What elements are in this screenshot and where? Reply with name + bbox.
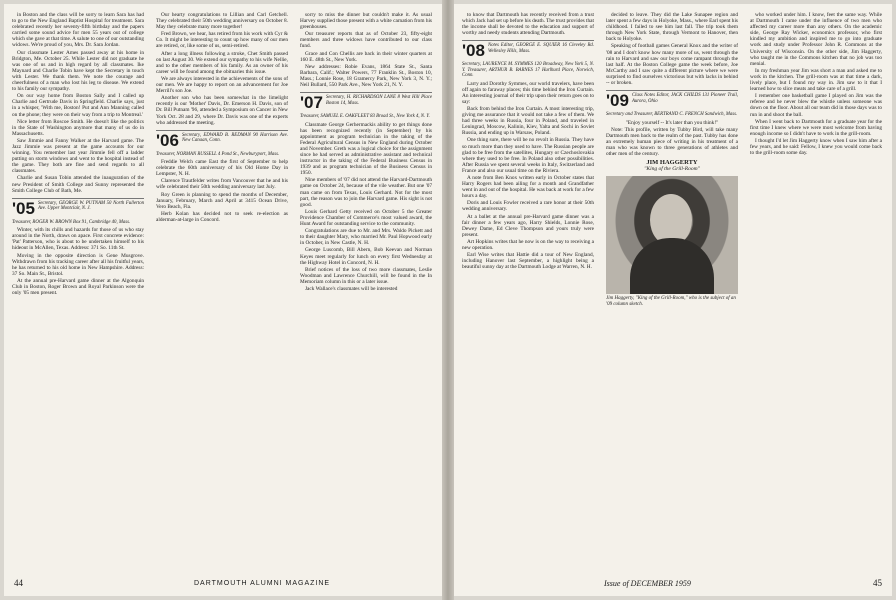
class-secretary: Secretary, EDWARD B. REDMAN 90 Harrison Ave. New Canaan, Conn. (181, 132, 288, 144)
class-notes-editor: Notes Editor, GEORGE E. SQUIER 16 Cleveley Rd. Wellesley Hills, Mass. (487, 43, 594, 54)
paragraph: Grace and Con Chellis are back in their winter quarters at 160 E. 48th St., New York. (300, 50, 432, 63)
right-page (454, 4, 892, 596)
paragraph: Our hearty congratulations to Lillian and Carl Getchell. They celebrated their 50th wedding anniversary on October 8. May they celebrate many more together! (156, 12, 288, 31)
paragraph: Fred Brown, we hear, has retired from his work with Cyr & Co. It might be interesting to count up how many of our men are retired, or, like some of us, semi-retired. (156, 31, 288, 50)
paragraph: Jack Wallace's classmates will be interested (305, 285, 398, 292)
class-heading-05 (12, 198, 144, 217)
paragraph: Another son who has been somewhat in the limelight recently is our 'Mother' Davis, Dr. Emerson H. Davis, son of Dr. Bill Putnam '96, attended a Symposium on Cancer in New York Oct. 28 and 29, where Dr. Davis was one of the experts who addressed the meeting. (156, 95, 288, 126)
paragraph: Larry and Dorothy Symmes, our world travelers, have been off again to faraway places; this time behind the Iron Curtain. An interesting journal of their trip upon their return goes on to say: (462, 80, 594, 105)
page-number: 45 (873, 578, 882, 588)
paragraph: decided to leave. They did the Lake Sunapee region and later spent a few days in Holyoke, Mass., where Earl spent his childhood. I failed to see him last fall. The trip took them through New York State, through Vermont to Hanover, then back to Holyoke. (606, 12, 738, 43)
magazine-name: DARTMOUTH ALUMNI MAGAZINE (194, 580, 331, 587)
class-year: '08 (462, 41, 485, 61)
paragraph: Brief notices of the loss of two more classmates, Leslie Woodman and Lawrence Churchill, will be found in the In Memoriam column in this or a later issue. (300, 266, 432, 285)
class-heading-09 (606, 90, 738, 109)
class-year: '07 (300, 93, 323, 113)
left-column-1 (12, 12, 144, 566)
paragraph: Doris and Louis Fowler received a rare honor at their 50th wedding anniversary. (462, 200, 594, 213)
feature-subtitle: "King of the Grill-Room" (644, 166, 700, 173)
class-treasurer: Treasurer, NORMAN RUSSELL 4 Pond St., Newburyport, Mass. (156, 151, 280, 157)
paragraph: On our way home from Boston Sally and I called up Charlie and Gertrude Davis in Springfield. Charlie says, just in a whisper, 'With me, Boston! Put and Ann Manning called on the phone; they were on their way from a trip to Montreal.' (12, 93, 144, 118)
paragraph: When I went back to Dartmouth for a graduate year for the first time I knew where we were most welcome from having enough income so I didn't have to work in the grill-room. (750, 118, 882, 137)
paragraph: Congratulations are due to Mr. and Mrs. Waldo Pickett and to their daughter Mary, who married Mr. Paul Hopwood early in October, in New Castle, N. H. (300, 228, 432, 247)
paragraph: In my freshman year Jim was short a man and asked me to work in the kitchen. The grill-room was at that time a dark, lively place, but I found my way in. Jim saw to it that I learned how to slice meats and take care of a grill. (750, 67, 882, 93)
paragraph: Winter, with its chills and hazards for those of us who stay around in the North, draws on apace. First concrete evidence: 'Pat' Patterson, who is about to be undertaken himself to his hideout in McAllen, Texas. Address: 371 So. 11th St. (12, 227, 144, 252)
paragraph: New addresses: Robie Evans, 1864 State St., Santa Barbara, Calif.; Walter Powers, 77 Franklin St., Boston 10, Mass.; Lonnie Rose, 18 Gramercy Park, New York 3, N. Y.; Neil Bullard, 550 Park Ave., New York 21, N. Y. (300, 63, 432, 89)
class-notes-editor: Class Notes Editor, JACK CHILDS 131 Pioneer Trail, Aurora, Ohio (631, 93, 738, 104)
class-secretary: Secretary, GEORGE W. PUTNAM 50 North Fullerton Ave. Upper Montclair, N. J. (37, 200, 144, 212)
paragraph: Art Hopkins writes that he now is on the way to receiving a new operation. (462, 238, 594, 252)
paragraph: Louis Gerhard Getty received on October 5 the Greater Providence Chamber of Commerce's most valued award, the Hunt Award for outstanding service to the community. (300, 208, 432, 228)
paragraph: At the annual pre-Harvard game dinner at the Algonquin Club in Boston, Roger Brown and Royal Parkinson were the only '05 men present. (12, 277, 144, 297)
paragraph: Herb Kolan has decided not to seek re-election as alderman-at-large in Concord. (156, 210, 288, 223)
portrait-photo (606, 176, 738, 294)
class-year: '09 (606, 91, 629, 111)
paragraph: Saw Jimmie and Fanny Walker at the Harvard game. The Jazz Jimmie was present at the game accounts for our winning. You remember last year Jimmie fell off a ladder putting on storm windows and went to the hospital instead of the game. They both are fine and send regards to all classmates. (12, 137, 144, 175)
paragraph: Freddie Welch came East the first of September to help celebrate the 60th anniversary of his Old Home Day in Lempster, N. H. (156, 159, 288, 178)
class-secretary: Secretary, H. RICHARDSON LANE 8 West Hill Place Boston 14, Mass. (325, 95, 432, 106)
paragraph: Back from behind the Iron Curtain. A most interesting trip, giving me assurance that it would not take a few of them. We had three weeks in Russia, four in Poland, and traveled in Leningrad, Moscow, Kalinin, Kiev, Yalta and Sochi in Soviet Russia, and ending up in Warsaw, Poland. (462, 105, 594, 137)
right-column-2 (606, 12, 738, 566)
paragraph: Roy Green is planning to spend the months of December, January, February, March and April at 3415 Ocean Drive, Vero Beach, Fla. (156, 191, 288, 210)
class-heading-08 (462, 40, 594, 59)
paragraph: Nine members of '07 did not attend the Harvard-Dartmouth game on October 24, because of the vile weather. But one '07 man came on from Texas, Louis Gerhard. Not for the most part, the reason was to join the Harvard game. His sight is not good. (300, 177, 432, 208)
paragraph: to know that Dartmouth has recently received from a trust which Jack had set up before his death. The trust provides that the income shall be devoted to the education and support of worthy and needy students attending Dartmouth. (462, 12, 594, 37)
paragraph: in Boston and the class will be sorry to learn Sara has had to go to the New England Baptist Hospital for treatment. Sara celebrated recently her seventy-fifth birthday and the papers carried some sound advice for men 55 years out of college which she gave at that time. A salute to one of our outstanding widows. We're proud of you, Mrs. Dr. Sara Jordan. (12, 12, 144, 49)
paragraph: After a long illness following a stroke, Chet Smith passed on last August 30. We extend our sympathy to his wife Nellie, and to the other members of his family. As an owner of his career will be found among the obituaries this issue. (156, 50, 288, 75)
feature-title: JIM HAGGERTY (646, 159, 698, 167)
paragraph: Note: This profile, written by Tubby Bird, will take many Dartmouth men back to the realm of the past. Tubby has done an extremely human piece of writing in his treatment of a man who was known to three generations of athletes and other men of the century. (606, 126, 738, 157)
class-heading-06 (156, 130, 288, 149)
paragraph: We are always interested in the achievements of the sons of our men. We are happy to report on an advancement for Joe Merrill's son Joe. (156, 75, 288, 95)
right-column-1 (462, 12, 594, 566)
left-column-3 (300, 12, 432, 566)
class-year: '05 (12, 198, 35, 218)
class-heading-07 (300, 92, 432, 111)
paragraph: A note from Ben Knox written early in October states that Harry Rogers had been ailing for a month and Grandfather went in and out of the hospital. He was back at work for a few hours a day. (462, 175, 594, 200)
left-column-2 (156, 12, 288, 566)
photo-caption: Jim Haggerty, "King of the Grill-Room," who is the subject of an '09 column sketch. (606, 296, 736, 308)
paragraph: Our classmate Lester Ames passed away at his home in Bridgton, Me. October 25. While Lester did not graduate he was one of us and in high regard by all classmates. Ike Maynard and Charlie Tobin have kept the Secretary in touch with Lester. We thank them. We note the courage and cheerfulness of a man who lost his leg to disease. We extend to his family our sympathy. (12, 49, 144, 93)
paragraph: Our treasurer reports that as of October 23, fifty-eight members and three widows have contributed to our class fund. (300, 31, 432, 50)
paragraph: I remember one basketball game I played on Jim was the referee and he never blew the whistle unless someone was down on the floor. About all our team did in those days was to run in and shoot the ball. (750, 93, 882, 118)
class-officers: Secretary and Treasurer, BERTRAND C. FRENCH Sandwich, Mass. (606, 112, 738, 118)
class-officers: Secretary, LAURENCE M. SYMMES 120 Broadway, New York 5, N. Y. Treasurer, ARTHUR B. BARNES 17 Hurlhurd Place, Norwich, Conn. (462, 62, 594, 79)
paragraph: Nice letter from Roscoe Smith. He doesn't like the politics in the State of Washington anymore that many of us do in Massachusetts. (12, 118, 144, 137)
book-spine (442, 0, 454, 600)
quote: "Enjoy yourself -- It's later than you think!" (625, 119, 719, 126)
paragraph: I thought I'd let Jim Haggerty know when I saw him after a few years, and he said: Fellow, I knew you would come back to the grill-room some day. (750, 137, 882, 157)
paragraph: sorry to miss the dinner but couldn't make it. As usual Harvey supplied those present with a white carnation from his greenhouses. (300, 12, 432, 31)
class-treasurer: Treasurer, SAMUEL E. OAKFLEET 83 Broad St., New York 4, N. Y. (300, 114, 430, 120)
paragraph: One thing sure, there will be no revolt in Russia. They have so much more than they used to have. The Russian people are glad to be free from the satellites, Hungary or Czechoslovakia where they used to be free. In Poland also other possibilities. After Russia we spent several weeks in Italy, Switzerland and France and also our usual time on the Riviera. (462, 137, 594, 174)
right-column-3 (750, 12, 882, 566)
issue-label: Issue of DECEMBER 1959 (604, 579, 691, 588)
paragraph: Clarence Trautfelder writes from Vancouver that he and his wife celebrated their 50th wedding anniversary last July. (156, 178, 288, 191)
paragraph: Speaking of football games General Knox and the writer of '08 and I don't know how many more of us, went through the rain to Harvard and saw our boys come rampant through the last half. At the Boston College game the week before, Joe McCarthy and I saw quite a different picture where we were surprised to find ourselves victorious but with lacks in behind -- or broken. (606, 43, 738, 87)
paragraph: Earl Wise writes that Hattie did a tour of New England, including Hanover last September, a highlight being a beautiful sunny day at the Dartmouth Lodge at Warren, N. H. (462, 252, 594, 271)
paragraph: Classmate George Gerhermackis ability to get things done has been recognized recently (in September) by his appointment as program technician in the taking of the Federal Agricultural Census in New England during October and November. Greth was a logical choice for the assignment since he had served as administrative assistant and technical instructor in the taking of the Federal Business Census in 1939 and as program technician of the Business Census in 1950. (300, 121, 432, 177)
page-number: 44 (14, 578, 23, 588)
paragraph: George Luscomb, Bill Abern, Bob Keevan and Norman Keyes meet regularly for lunch on every first Wednesday at the Highway Hotel in Concord, N. H. (300, 247, 432, 266)
class-year: '06 (156, 130, 179, 150)
paragraph: who worked under him. I know, feet the same way. While at Dartmouth I came under the influence of two men who affected my career more than any others. On the academic side, George Ray Wicker, economics professor, who first kindled my ambition and inspired me to go into graduate work and study under Professor John R. Commons at the University of Wisconsin. On the other side, Jim Haggerty, who taught me in the Commons kitchen that no job was too menial. (750, 12, 882, 67)
paragraph: Moving in the opposite direction is Gene Musgrove. Withdrawn from his tracking career after all his fruitful years, he has returned to his old home in New Hampshire. Address: 37 So. Main St., Bristol. (12, 252, 144, 277)
class-treasurer: Treasurer, ROGER W. BROWN Box 91, Cambridge 40, Mass. (12, 219, 131, 225)
left-footer (4, 574, 442, 588)
right-footer (454, 574, 892, 588)
paragraph: At a ballet at the annual pre-Harvard game dinner was a fair dinner a few years ago, Harry Shields, Lonnie Rose, Dewey Dame, Ed Cleve Thompson and yours truly were present. (462, 213, 594, 238)
left-page (4, 4, 442, 596)
paragraph: Charlie and Susan Tobin attended the inauguration of the new President of Smith College and Sunny represented the Smith College Club of Bath, Me. (12, 175, 144, 194)
